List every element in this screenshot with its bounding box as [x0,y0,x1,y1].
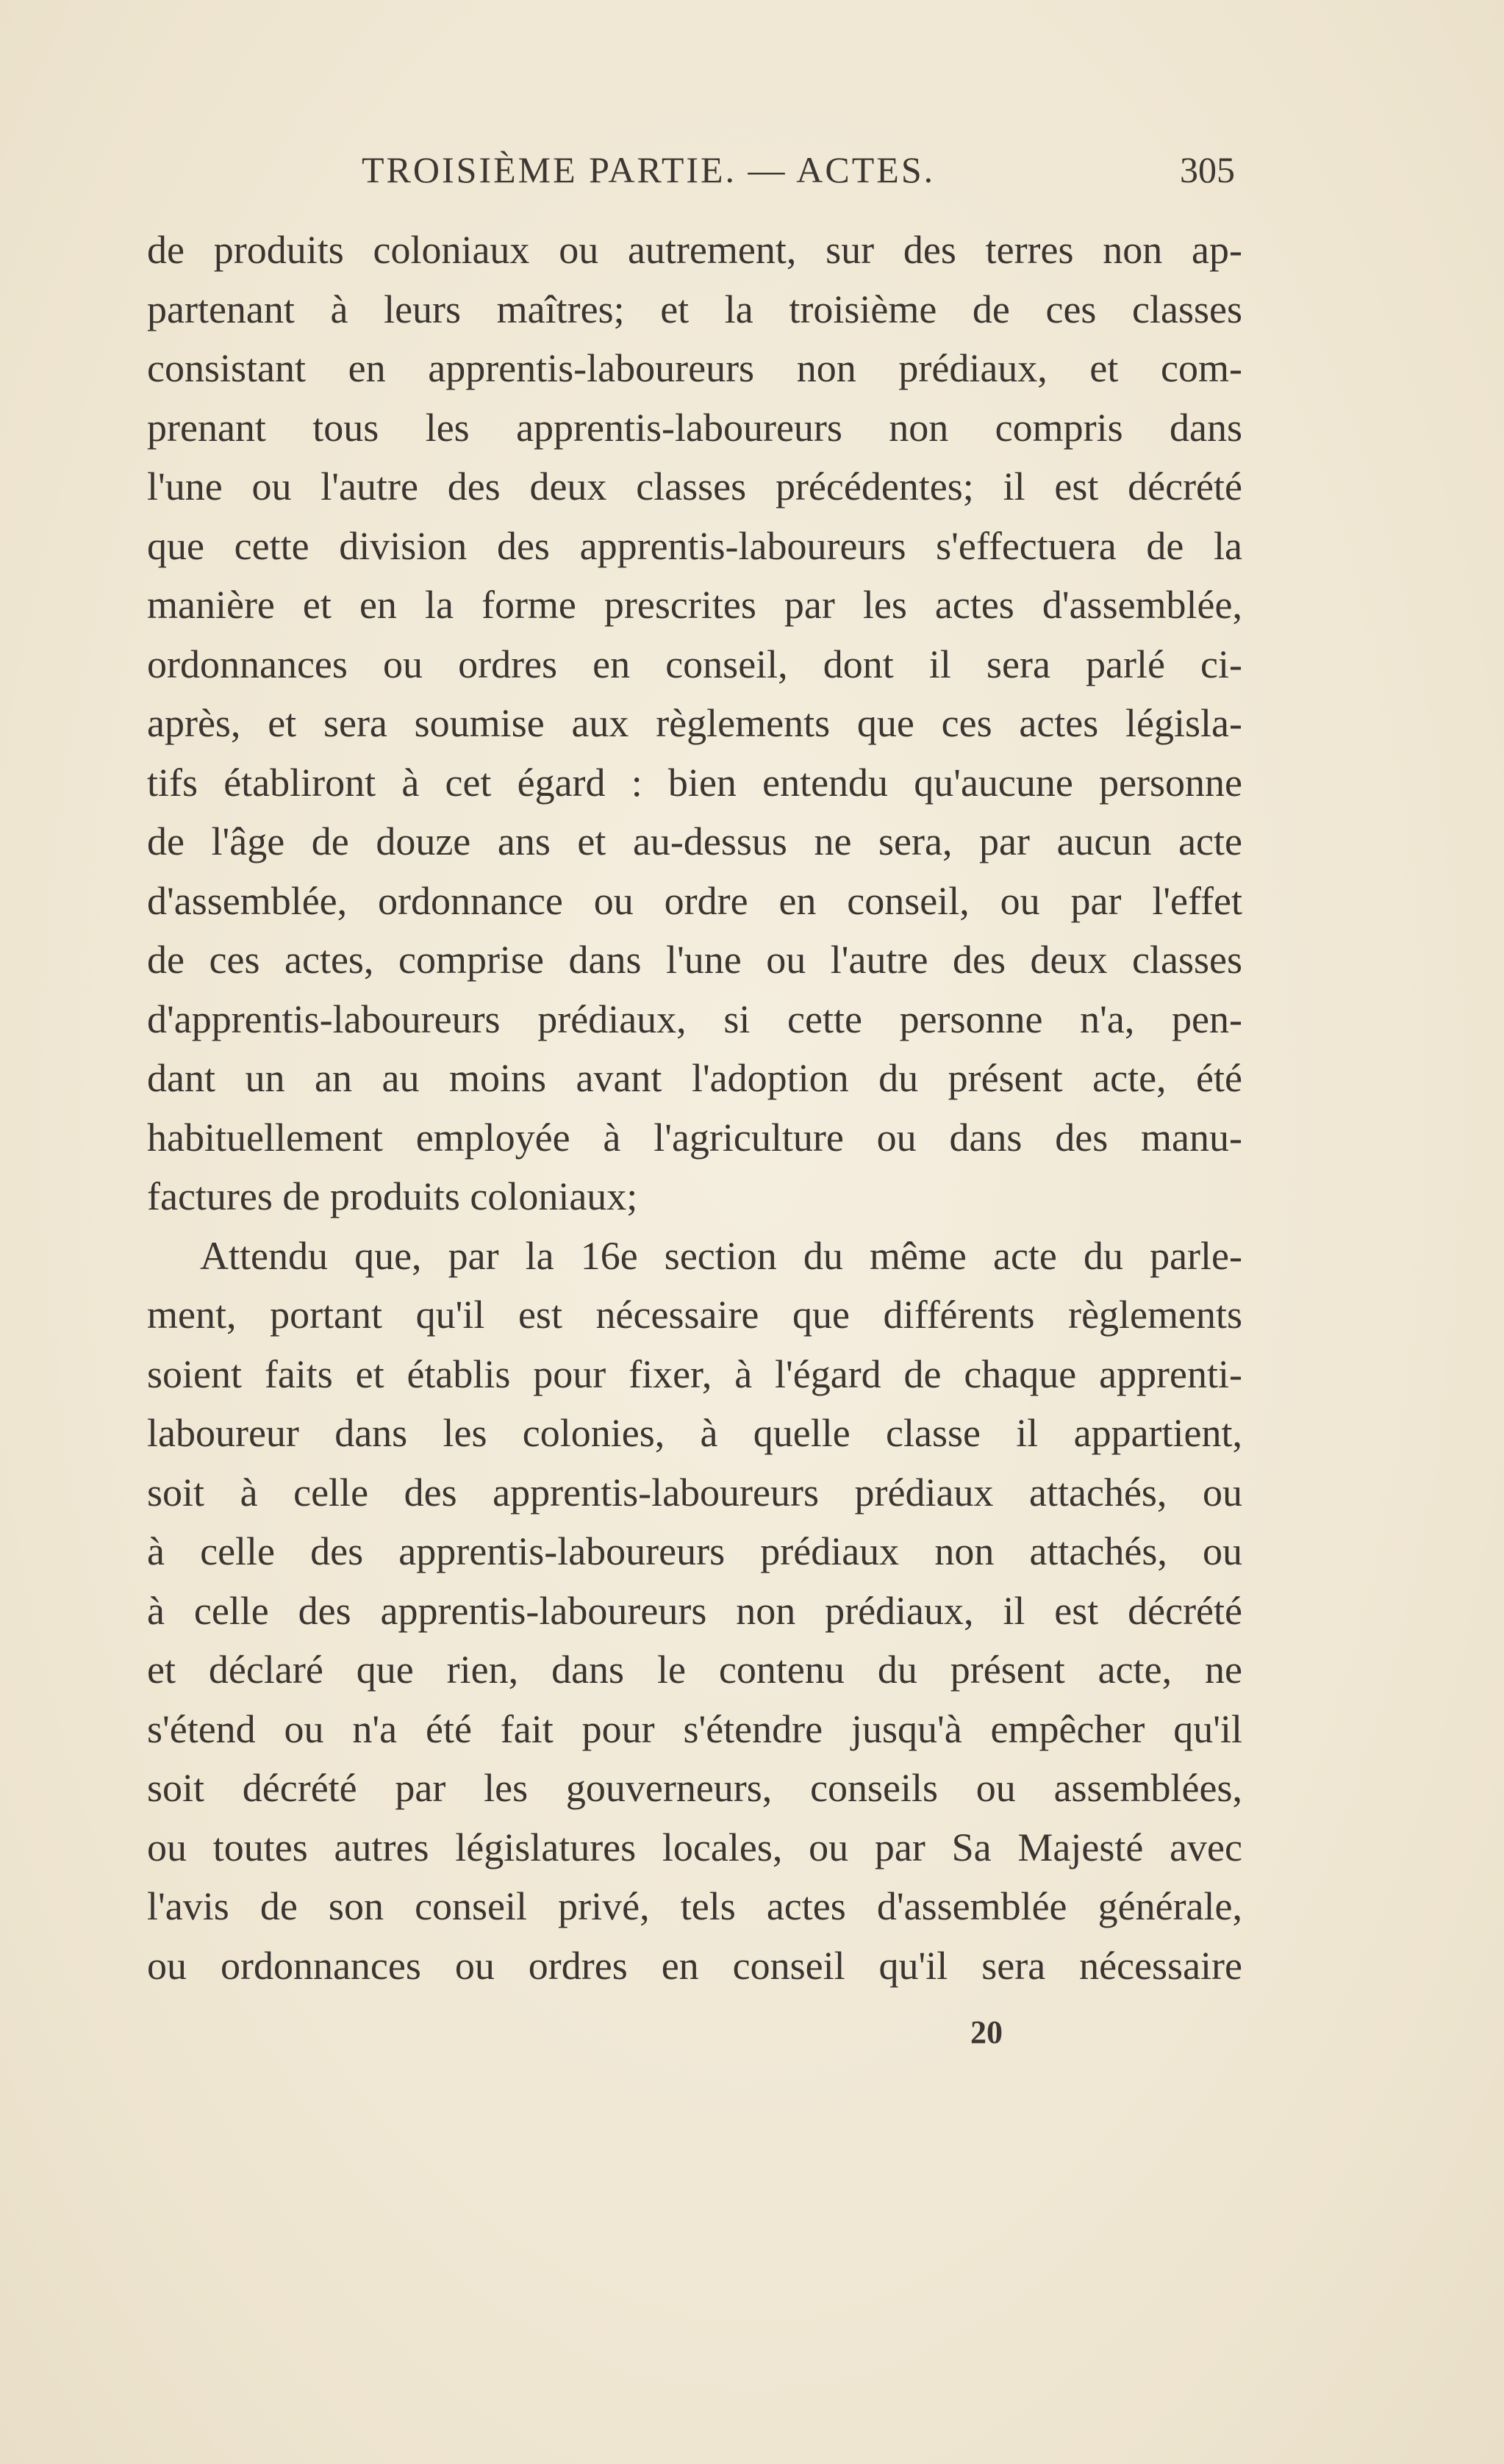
signature-mark: 20 [970,2014,1003,2050]
text-line: à celle des apprentis-laboureurs prédiaux non attachés, ou [147,1529,1242,1573]
text-line: de produits coloniaux ou autrement, sur des terres non ap- [147,228,1242,272]
text-line: soient faits et établis pour fixer, à l'égard de chaque apprenti- [147,1351,1242,1396]
text-line: et déclaré que rien, dans le contenu du présent acte, ne [147,1648,1242,1692]
body-text [147,220,1242,1995]
text-line: tifs établiront à cet égard : bien entendu qu'aucune personne [147,760,1242,805]
running-title: TROISIÈME PARTIE. — ACTES. [362,149,936,190]
text-line: de ces actes, comprise dans l'une ou l'autre des deux classes [147,938,1242,982]
text-line: de l'âge de douze ans et au-dessus ne sera, par aucun acte [147,819,1242,863]
text-line: après, et sera soumise aux règlements que ces actes législa- [147,701,1242,745]
text-line: laboureur dans les colonies, à quelle classe il appartient, [147,1411,1242,1455]
text-line: factures de produits coloniaux; [147,1174,638,1218]
running-header [147,148,1242,200]
text-line: l'une ou l'autre des deux classes précédentes; il est décrété [147,464,1242,509]
text-line: partenant à leurs maîtres; et la troisième de ces classes [147,287,1242,331]
text-line: d'assemblée, ordonnance ou ordre en conseil, ou par l'effet [147,878,1242,923]
text-line: ou toutes autres législatures locales, ou par Sa Majesté avec [147,1825,1242,1869]
text-line: à celle des apprentis-laboureurs non prédiaux, il est décrété [147,1588,1242,1633]
text-line: consistant en apprentis-laboureurs non prédiaux, et com- [147,346,1242,390]
text-line: ou ordonnances ou ordres en conseil qu'il sera nécessaire [147,1943,1242,1988]
text-line: que cette division des apprentis-laboureurs s'effectuera de la [147,523,1242,568]
text-line: prenant tous les apprentis-laboureurs non compris dans [147,405,1242,450]
text-line: s'étend ou n'a été fait pour s'étendre jusqu'à empêcher qu'il [147,1706,1242,1751]
text-line: l'avis de son conseil privé, tels actes d'assemblée générale, [147,1884,1242,1928]
text-line: soit à celle des apprentis-laboureurs prédiaux attachés, ou [147,1470,1242,1515]
text-line: soit décrété par les gouverneurs, conseils ou assemblées, [147,1766,1242,1810]
text-line: ordonnances ou ordres en conseil, dont il sera parlé ci- [147,642,1242,686]
text-line: d'apprentis-laboureurs prédiaux, si cette personne n'a, pen- [147,996,1242,1041]
text-line: ment, portant qu'il est nécessaire que différents règlements [147,1293,1242,1337]
text-line: manière et en la forme prescrites par les actes d'assemblée, [147,583,1242,627]
text-line: habituellement employée à l'agriculture ou dans des manu- [147,1115,1242,1160]
page-number: 305 [1180,149,1235,190]
text-line: Attendu que, par la 16e section du même acte du parle- [200,1233,1242,1278]
text-line: dant un an au moins avant l'adoption du présent acte, été [147,1056,1242,1100]
